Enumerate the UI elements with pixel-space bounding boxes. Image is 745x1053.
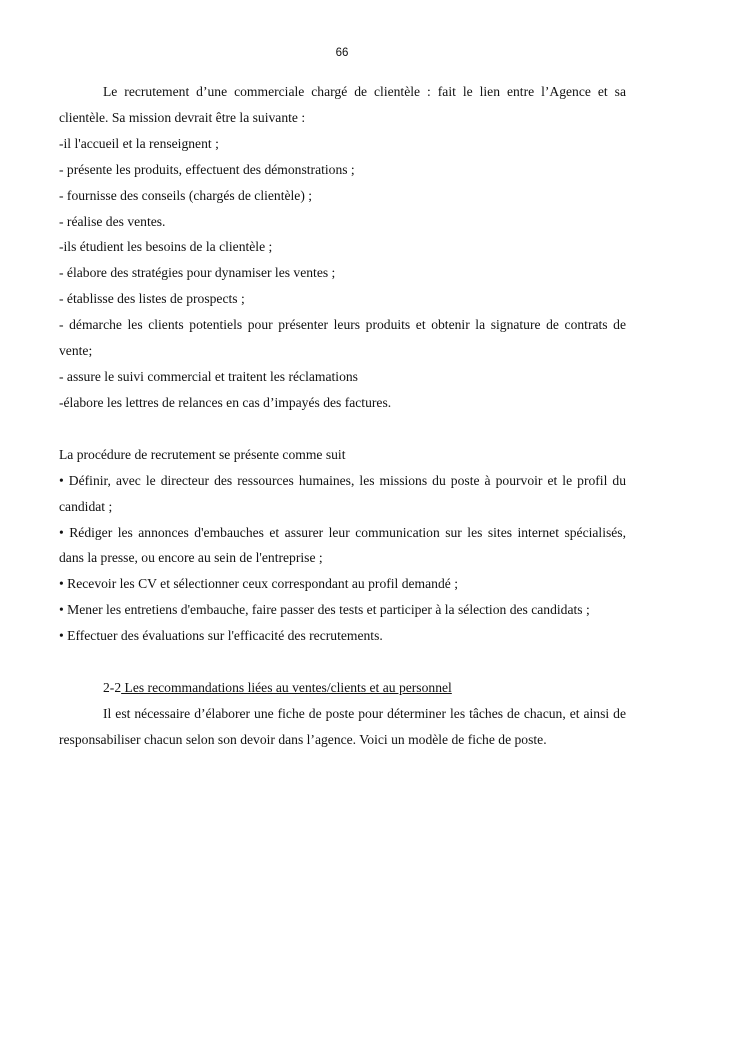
spacer	[59, 416, 626, 442]
mission-item: - fournisse des conseils (chargés de clientèle) ;	[59, 187, 313, 203]
procedure-item: • Recevoir les CV et sélectionner ceux correspondant au profil demandé ;	[59, 576, 458, 592]
section-title: Les recommandations liées au ventes/clients et au personnel	[121, 680, 452, 696]
procedure-item: • Définir, avec le directeur des ressources humaines, les missions du poste à pourvoir et le profil du candidat ;	[59, 472, 626, 514]
procedure-heading: La procédure de recrutement se présente comme suit	[59, 446, 346, 462]
mission-list	[59, 131, 626, 416]
mission-item: - élabore des stratégies pour dynamiser les ventes ;	[59, 265, 336, 281]
mission-item: - réalise des ventes.	[59, 213, 166, 229]
procedure-item: • Mener les entretiens d'embauche, faire passer des tests et participer à la sélection des candidats ;	[59, 602, 590, 618]
intro-paragraph: Le recrutement d’une commerciale chargé de clientèle : fait le lien entre l’Agence et sa clientèle. Sa mission devrait être la suivante :	[59, 84, 626, 125]
procedure-item: • Rédiger les annonces d'embauches et assurer leur communication sur les sites internet spécialisés, dans la presse, ou encore au sein de l'entreprise ;	[59, 524, 626, 566]
mission-item: - présente les produits, effectuent des démonstrations ;	[59, 161, 355, 177]
mission-item: - démarche les clients potentiels pour présenter leurs produits et obtenir la signature de contrats de vente;	[59, 317, 626, 359]
document-body	[59, 79, 626, 753]
mission-item: - établisse des listes de prospects ;	[59, 291, 245, 307]
spacer	[59, 649, 626, 675]
mission-item: - assure le suivi commercial et traitent les réclamations	[59, 368, 358, 384]
section-paragraph: Il est nécessaire d’élaborer une fiche de poste pour déterminer les tâches de chacun, et ainsi de responsabiliser chacun selon son devoir dans l’agence. Voici un modèle de fiche de poste.	[59, 705, 626, 747]
section-heading	[59, 675, 626, 701]
mission-item: -ils étudient les besoins de la clientèle ;	[59, 239, 273, 255]
page-number: 66	[335, 47, 349, 59]
section-number: 2-2	[103, 680, 122, 696]
mission-item: -il l'accueil et la renseignent ;	[59, 135, 219, 151]
mission-item: -élabore les lettres de relances en cas d’impayés des factures.	[59, 394, 392, 410]
procedure-item: • Effectuer des évaluations sur l'efficacité des recrutements.	[59, 628, 383, 644]
procedure-list	[59, 468, 626, 649]
